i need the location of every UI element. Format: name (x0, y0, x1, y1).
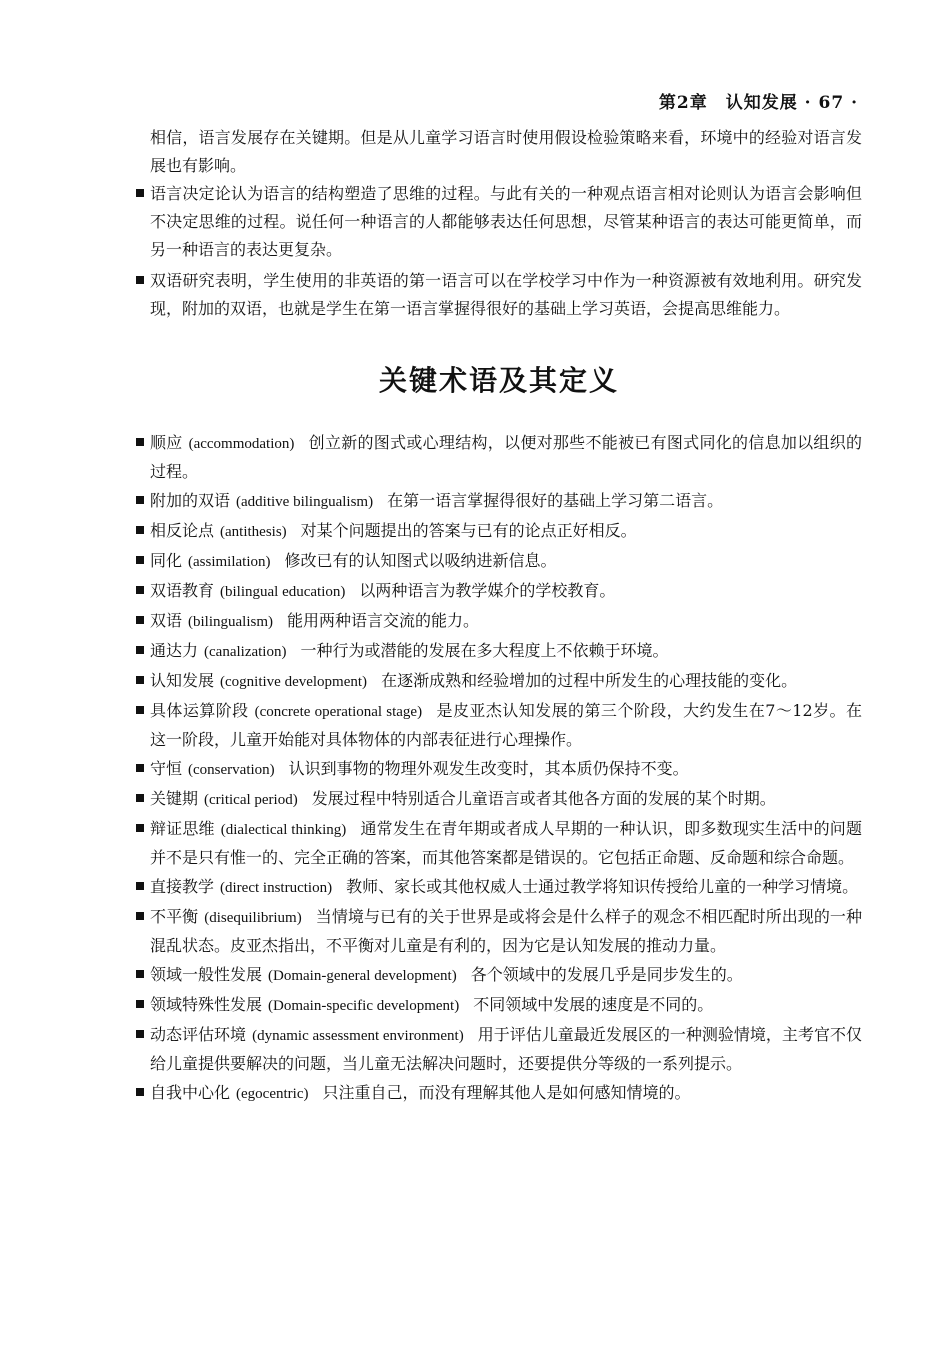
term-english: (concrete operational stage) (254, 704, 423, 720)
term-definition: 教师、家长或其他权威人士通过教学将知识传授给儿童的一种学习情境。 (346, 877, 859, 896)
list-item (136, 180, 862, 264)
bullet-square-icon (136, 526, 144, 534)
term-item (136, 697, 862, 754)
term-item (136, 517, 862, 546)
term-chinese: 守恒 (150, 759, 183, 778)
page-content (136, 124, 862, 1109)
term-english: (canalization) (204, 644, 287, 660)
bullet-square-icon (136, 912, 144, 920)
term-item (136, 547, 862, 576)
bullet-square-icon (136, 824, 144, 832)
term-definition: 发展过程中特别适合儿童语言或者其他各方面的发展的某个时期。 (311, 789, 776, 808)
term-chinese: 同化 (150, 551, 183, 570)
term-chinese: 双语 (150, 611, 183, 630)
term-english: (direct instruction) (220, 880, 333, 896)
term-chinese: 自我中心化 (150, 1083, 231, 1102)
bullet-square-icon (136, 1088, 144, 1096)
bullet-square-icon (136, 496, 144, 504)
term-english: (Domain-specific development) (268, 998, 460, 1014)
term-english: (Domain-general development) (268, 968, 457, 984)
bullet-square-icon (136, 646, 144, 654)
term-item (136, 487, 862, 516)
bullet-square-icon (136, 882, 144, 890)
term-definition: 当情境与已有的关于世界是或将会是什么样子的观念不相匹配时所出现的一种混乱状态。皮亚杰指出，不平衡对儿童是有利的，因为它是认知发展的推动力量。 (150, 907, 862, 955)
term-chinese: 认知发展 (150, 671, 215, 690)
term-chinese: 领域特殊性发展 (150, 995, 263, 1014)
running-header: 第2章 认知发展 · 67 · (658, 93, 858, 113)
term-english: (dynamic assessment environment) (252, 1028, 464, 1044)
bullet-square-icon (136, 616, 144, 624)
bullet-square-icon (136, 794, 144, 802)
bullet-square-icon (136, 586, 144, 594)
term-english: (dialectical thinking) (220, 822, 347, 838)
term-chinese: 双语教育 (150, 581, 215, 600)
bullet-square-icon (136, 764, 144, 772)
bullet-square-icon (136, 676, 144, 684)
term-item (136, 607, 862, 636)
term-chinese: 领域一般性发展 (150, 965, 263, 984)
term-english: (accommodation) (188, 436, 295, 452)
term-item (136, 1079, 862, 1108)
term-item (136, 815, 862, 872)
term-definition: 在逐渐成熟和经验增加的过程中所发生的心理技能的变化。 (381, 671, 798, 690)
term-english: (disequilibrium) (204, 910, 302, 926)
bullet-square-icon (136, 1030, 144, 1038)
term-english: (additive bilingualism) (236, 494, 374, 510)
term-item (136, 785, 862, 814)
term-item (136, 991, 862, 1020)
term-chinese: 关键期 (150, 789, 199, 808)
bullet-square-icon (136, 1000, 144, 1008)
term-chinese: 直接教学 (150, 877, 215, 896)
term-english: (egocentric) (236, 1086, 309, 1102)
section-title: 关键术语及其定义 (378, 364, 619, 397)
bullet-text: 双语研究表明，学生使用的非英语的第一语言可以在学校学习中作为一种资源被有效地利用。研究发现，附加的双语，也就是学生在第一语言掌握得很好的基础上学习英语，会提高思维能力。 (150, 271, 862, 318)
term-definition: 能用两种语言交流的能力。 (287, 611, 480, 630)
term-english: (bilingualism) (188, 614, 274, 630)
term-definition: 是皮亚杰认知发展的第三个阶段，大约发生在7～12岁。在这一阶段，儿童开始能对具体物体的内部表征进行心理操作。 (150, 701, 862, 749)
term-english: (conservation) (188, 762, 275, 778)
term-english: (cognitive development) (220, 674, 368, 690)
term-item (136, 577, 862, 606)
bullet-square-icon (136, 276, 144, 284)
term-item (136, 637, 862, 666)
term-definition: 创立新的图式或心理结构，以便对那些不能被已有图式同化的信息加以组织的过程。 (150, 433, 862, 481)
term-chinese: 不平衡 (150, 907, 199, 926)
term-definition: 对某个问题提出的答案与已有的论点正好相反。 (300, 521, 637, 540)
term-definition: 一种行为或潜能的发展在多大程度上不依赖于环境。 (300, 641, 669, 660)
key-terms-list (136, 429, 862, 1108)
term-chinese: 具体运算阶段 (150, 701, 249, 720)
term-definition: 修改已有的认知图式以吸纳进新信息。 (284, 551, 557, 570)
term-chinese: 动态评估环境 (150, 1025, 247, 1044)
term-item (136, 755, 862, 784)
term-chinese: 辩证思维 (150, 819, 215, 838)
term-english: (antithesis) (220, 524, 287, 540)
term-definition: 各个领域中的发展几乎是同步发生的。 (470, 965, 743, 984)
term-english: (critical period) (204, 792, 298, 808)
term-item (136, 961, 862, 990)
term-english: (assimilation) (188, 554, 271, 570)
term-definition: 用于评估儿童最近发展区的一种测验情境，主考官不仅给儿童提供要解决的问题，当儿童无法解决问题时，还要提供分等级的一系列提示。 (150, 1025, 862, 1073)
term-item (136, 429, 862, 486)
term-item (136, 1021, 862, 1078)
bullet-text: 语言决定论认为语言的结构塑造了思维的过程。与此有关的一种观点语言相对论则认为语言会影响但不决定思维的过程。说任何一种语言的人都能够表达任何思想，尽管某种语言的表达可能更简单，而另一种语言的表达更复杂。 (150, 184, 862, 259)
intro-bullet-list (136, 180, 862, 323)
term-definition: 认识到事物的物理外观发生改变时，其本质仍保持不变。 (288, 759, 689, 778)
term-chinese: 顺应 (150, 433, 183, 452)
continued-paragraph: 相信，语言发展存在关键期。但是从儿童学习语言时使用假设检验策略来看，环境中的经验对语言发展也有影响。 (150, 128, 862, 175)
bullet-square-icon (136, 970, 144, 978)
term-chinese: 相反论点 (150, 521, 215, 540)
term-definition: 通常发生在青年期或者成人早期的一种认识，即多数现实生活中的问题并不是只有惟一的、完全正确的答案，而其他答案都是错误的。它包括正命题、反命题和综合命题。 (150, 819, 862, 867)
term-english: (bilingual education) (220, 584, 346, 600)
term-item (136, 667, 862, 696)
term-item (136, 903, 862, 960)
term-item (136, 873, 862, 902)
term-definition: 不同领域中发展的速度是不同的。 (473, 995, 714, 1014)
bullet-square-icon (136, 438, 144, 446)
term-chinese: 通达力 (150, 641, 199, 660)
term-definition: 只注重自己，而没有理解其他人是如何感知情境的。 (322, 1083, 691, 1102)
bullet-square-icon (136, 189, 144, 197)
term-definition: 在第一语言掌握得很好的基础上学习第二语言。 (387, 491, 724, 510)
list-item (136, 267, 862, 323)
bullet-square-icon (136, 706, 144, 714)
bullet-square-icon (136, 556, 144, 564)
term-chinese: 附加的双语 (150, 491, 231, 510)
term-definition: 以两种语言为教学媒介的学校教育。 (359, 581, 616, 600)
